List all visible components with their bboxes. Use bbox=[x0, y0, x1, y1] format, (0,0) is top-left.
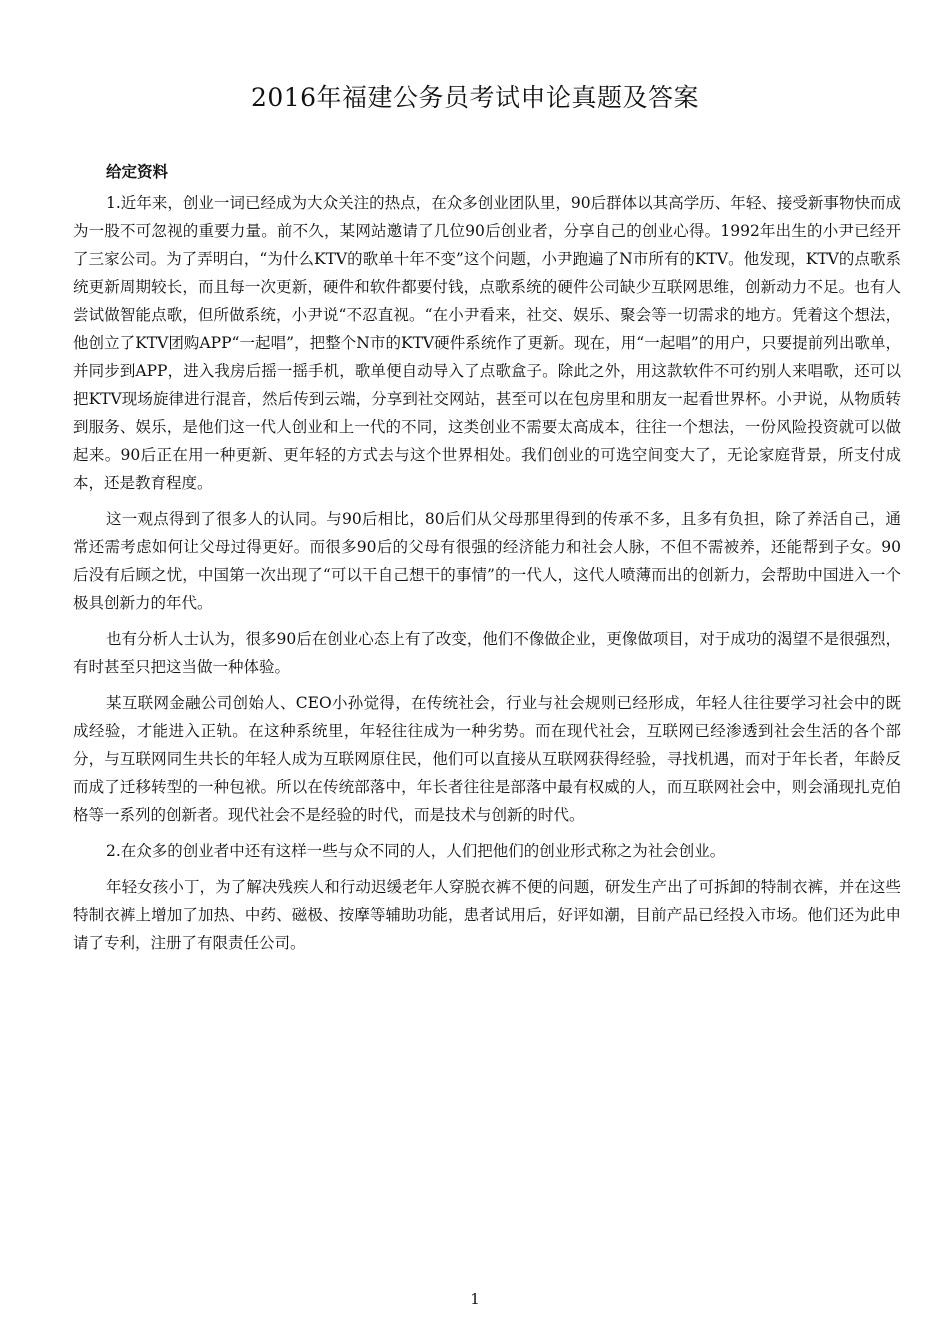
paragraph-4: 某互联网金融公司创始人、CEO小孙觉得，在传统社会，行业与社会规则已经形成，年轻人往往要学习社会中的既成经验，才能进入正轨。在这种系统里，年轻往往成为一种劣势。而在现代社会，互联网已经渗透到社会生活的各个部分，与互联网同生共长的年轻人成为互联网原住民，他们可以直接从互联网获得经验，寻找机遇，而对于年长者，年龄反而成了迁移转型的一种包袱。所以在传统部落中，年长者往往是部落中最有权威的人，而互联网社会中，则会涌现扎克伯格等一系列的创新者。现代社会不是经验的时代，而是技术与创新的时代。 bbox=[73, 694, 901, 824]
document-body bbox=[73, 158, 901, 965]
section-heading: 给定资料 bbox=[106, 162, 169, 181]
paragraph-2: 这一观点得到了很多人的认同。与90后相比，80后们从父母那里得到的传承不多，且多有负担，除了养活自己，通常还需考虑如何让父母过得更好。而很多90后的父母有很强的经济能力和社会人脉，不但不需被养，还能帮到子女。90后没有后顾之忧，中国第一次出现了“可以干自己想干的事情”的一代人，这代人喷薄而出的创新力，会帮助中国进入一个极具创新力的年代。 bbox=[73, 510, 901, 612]
page-number: 1 bbox=[470, 1290, 480, 1308]
paragraph-1: 1.近年来，创业一词已经成为大众关注的热点，在众多创业团队里，90后群体以其高学历、年轻、接受新事物快而成为一股不可忽视的重要力量。前不久，某网站邀请了几位90后创业者，分享自己的创业心得。1992年出生的小尹已经开了三家公司。为了弄明白，“为什么KTV的歌单十年不变”这个问题，小尹跑遍了N市所有的KTV。他发现，KTV的点歌系统更新周期较长，而且每一次更新，硬件和软件都要付钱，点歌系统的硬件公司缺少互联网思维，创新动力不足。也有人尝试做智能点歌，但所做系统，小尹说“不忍直视。“在小尹看来，社交、娱乐、聚会等一切需求的地方。凭着这个想法，他创立了KTV团购APP“一起唱”，把整个N市的KTV硬件系统作了更新。现在，用“一起唱”的用户，只要提前列出歌单，并同步到APP，进入我房后摇一摇手机，歌单便自动导入了点歌盒子。除此之外，用这款软件不可约别人来唱歌，还可以把KTV现场旋律进行混音，然后传到云端，分享到社交网站，甚至可以在包房里和朋友一起看世界杯。小尹说，从物质转到服务、娱乐，是他们这一代人创业和上一代的不同，这类创业不需要太高成本，往往一个想法，一份风险投资就可以做起来。90后正在用一种更新、更年轻的方式去与这个世界相处。我们创业的可选空间变大了，无论家庭背景，所支付成本，还是教育程度。 bbox=[73, 194, 901, 492]
paragraph-5: 2.在众多的创业者中还有这样一些与众不同的人，人们把他们的创业形式称之为社会创业。 bbox=[106, 842, 726, 860]
document-title: 2016年福建公务员考试申论真题及答案 bbox=[250, 83, 700, 112]
paragraph-3: 也有分析人士认为，很多90后在创业心态上有了改变，他们不像做企业，更像做项目，对于成功的渴望不是很强烈，有时甚至只把这当做一种体验。 bbox=[73, 630, 901, 676]
paragraph-6: 年轻女孩小丁，为了解决残疾人和行动迟缓老年人穿脱衣裤不便的问题，研发生产出了可拆卸的特制衣裤，并在这些特制衣裤上增加了加热、中药、磁极、按摩等辅助功能，患者试用后，好评如潮，目前产品已经投入市场。他们还为此申请了专利，注册了有限责任公司。 bbox=[73, 878, 901, 952]
